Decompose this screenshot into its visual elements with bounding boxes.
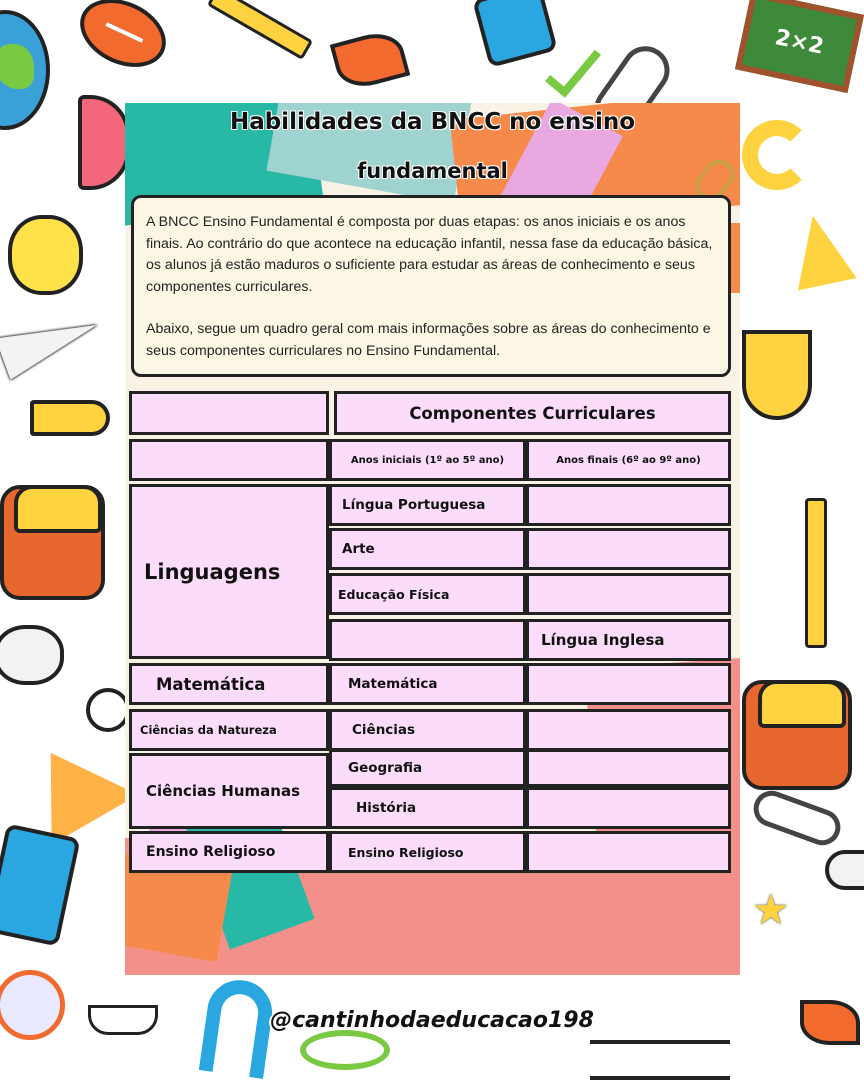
empty-cell (526, 484, 731, 526)
area-ciencias-natureza: Ciências da Natureza (129, 709, 329, 751)
column-header-final: Anos finais (6º ao 9º ano) (526, 439, 731, 481)
empty-cell (526, 787, 731, 829)
backpack-icon (742, 680, 852, 790)
letter-c-icon (742, 120, 812, 190)
component-historia: História (329, 787, 526, 829)
globe-icon (0, 10, 50, 130)
empty-cell (526, 573, 731, 615)
column-header-initial: Anos iniciais (1º ao 5º ano) (329, 439, 526, 481)
football-icon (69, 0, 177, 80)
dna-icon (590, 1040, 730, 1080)
poster (125, 103, 740, 975)
component-lingua-portuguesa: Língua Portuguesa (329, 484, 526, 526)
tablet-icon (0, 823, 81, 946)
empty-cell (526, 749, 731, 787)
empty-cell (526, 663, 731, 705)
poster-title-line2: fundamental (357, 159, 508, 183)
triangle-ruler-icon (783, 210, 856, 291)
star-icon: ★ (752, 885, 790, 934)
empty-cell (329, 619, 526, 661)
empty-cell (526, 528, 731, 570)
area-linguagens: Linguagens (129, 484, 329, 659)
paper-plane-icon (0, 304, 105, 380)
empty-cell (129, 439, 329, 481)
letter-b-icon (78, 95, 130, 190)
paperclip-icon (749, 786, 846, 851)
intro-box (131, 195, 731, 377)
component-matematica: Matemática (329, 663, 526, 705)
component-geografia: Geografia (329, 749, 526, 787)
component-educacao-fisica: Educação Física (329, 573, 526, 615)
poster-title: Habilidades da BNCC no ensino (229, 109, 636, 135)
scissors-icon (300, 1030, 390, 1070)
empty-cell (526, 709, 731, 751)
author-handle: @cantinhodaeducacao198 (270, 1008, 594, 1033)
component-lingua-inglesa: Língua Inglesa (526, 619, 731, 661)
pizza-icon (12, 725, 139, 844)
component-ciencias: Ciências (329, 709, 526, 751)
pencil-icon (207, 0, 313, 60)
gamepad-icon (825, 850, 864, 890)
apple-icon (8, 215, 83, 295)
area-matematica: Matemática (129, 663, 329, 705)
trophy-icon (742, 330, 812, 420)
tablet-icon (472, 0, 558, 68)
intro-paragraph: Abaixo, segue um quadro geral com mais informações sobre as áreas do conhecimento e seus componentes curriculares no Ensino Fundamental. (146, 321, 711, 359)
empty-cell (129, 391, 329, 435)
components-header: Componentes Curriculares (334, 391, 731, 435)
chalkboard-icon (735, 0, 864, 93)
chalkboard-text: 2×2 (772, 25, 826, 60)
component-arte: Arte (329, 528, 526, 570)
paint-palette-icon (0, 625, 64, 685)
empty-cell (526, 831, 731, 873)
curriculum-table (129, 391, 735, 876)
soccer-ball-icon (86, 688, 130, 732)
leaf-icon (330, 27, 411, 93)
area-ciencias-humanas: Ciências Humanas (129, 753, 329, 829)
intro-paragraph: A BNCC Ensino Fundamental é composta por duas etapas: os anos iniciais e os anos finais. Ao contrário do que acontece na educação infantil, nessa fase da educação básica, os alunos já estão maduros o suficiente para estudar as áreas de conhecimento e seus componentes curriculares. (146, 214, 713, 295)
component-ensino-religioso: Ensino Religioso (329, 831, 526, 873)
rocket-icon (30, 400, 110, 436)
pencil-icon (805, 498, 827, 648)
backpack-icon (0, 485, 105, 600)
area-ensino-religioso: Ensino Religioso (129, 831, 329, 873)
